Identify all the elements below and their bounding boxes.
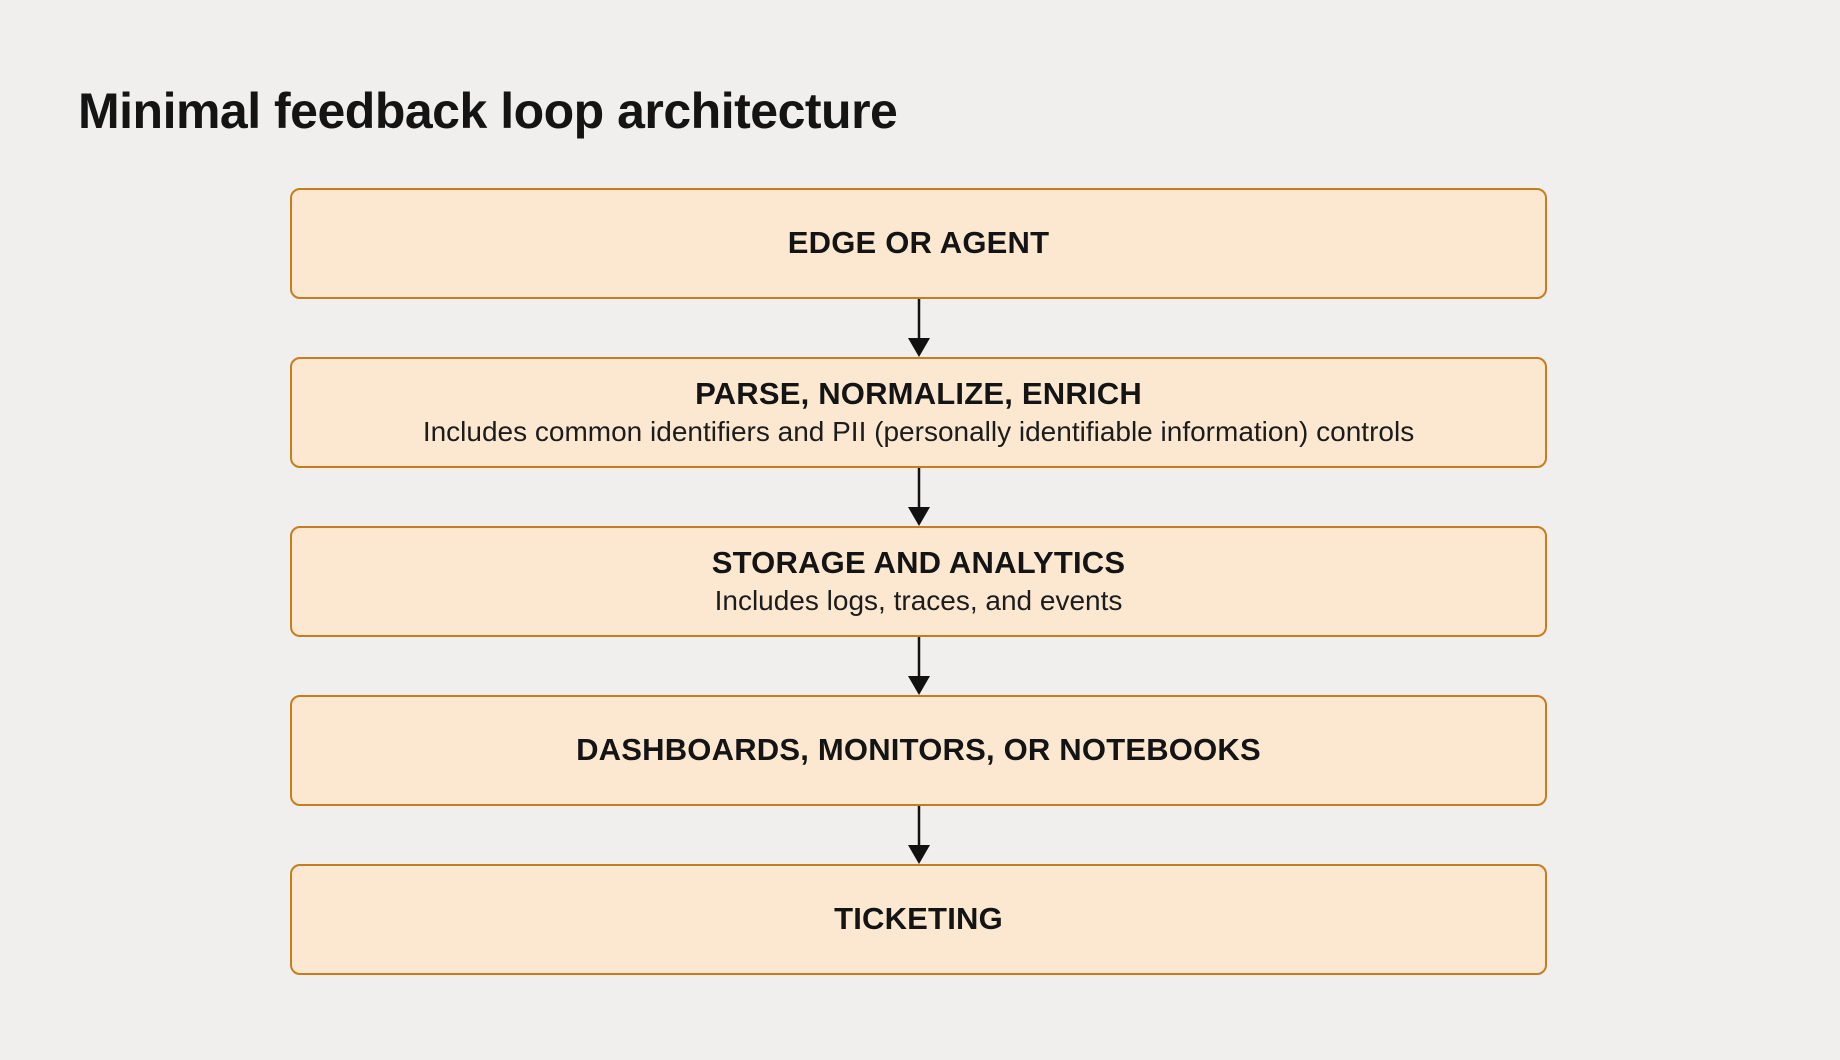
node-title: EDGE OR AGENT — [787, 225, 1050, 261]
arrow-down-icon — [906, 299, 932, 357]
node-storage-and-analytics — [290, 526, 1547, 637]
page-title: Minimal feedback loop architecture — [78, 83, 898, 139]
arrow-down-icon — [906, 468, 932, 526]
node-ticketing — [290, 864, 1547, 975]
node-dashboards-monitors-notebooks — [290, 695, 1547, 806]
node-title: TICKETING — [834, 901, 1003, 937]
node-parse-normalize-enrich — [290, 357, 1547, 468]
flowchart — [290, 188, 1547, 975]
node-title: STORAGE AND ANALYTICS — [711, 544, 1126, 580]
node-title: PARSE, NORMALIZE, ENRICH — [695, 375, 1142, 411]
node-edge-or-agent — [290, 188, 1547, 299]
arrow-down-icon — [906, 806, 932, 864]
node-subtitle: Includes common identifiers and PII (personally identifiable information) controls — [422, 415, 1415, 447]
arrow-down-icon — [906, 637, 932, 695]
node-subtitle: Includes logs, traces, and events — [714, 584, 1123, 616]
node-title: DASHBOARDS, MONITORS, OR NOTEBOOKS — [576, 732, 1261, 768]
